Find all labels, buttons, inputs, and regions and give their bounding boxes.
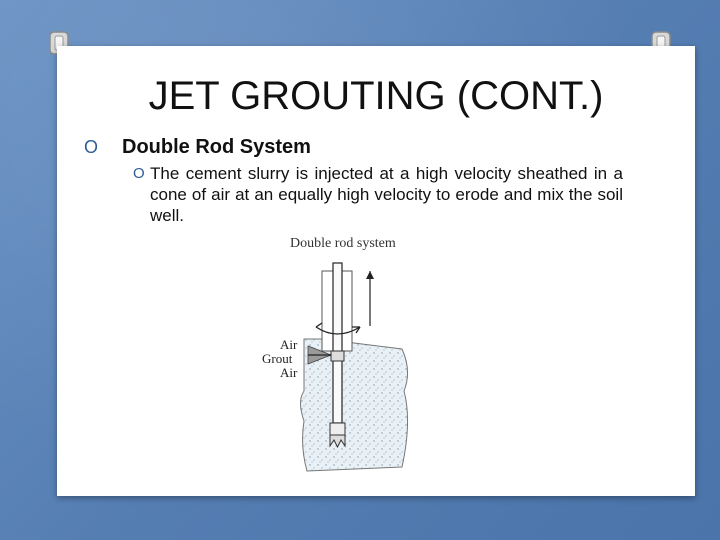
sub-bullet-text: The cement slurry is injected at a high velocity sheathed in a cone of air at an equally high velocity to erode and mix the soil well. (150, 164, 623, 225)
label-grout: Grout (262, 351, 293, 366)
sub-bullet-marker-icon: O (133, 165, 145, 182)
figure-title: Double rod system (290, 236, 396, 251)
bullet-marker-icon: O (84, 137, 99, 157)
bullet-item (84, 136, 664, 159)
drill-rod (333, 263, 342, 423)
slide-title: JET GROUTING (CONT.) (148, 74, 604, 118)
double-rod-diagram (252, 231, 450, 487)
bullet-text: Double Rod System (122, 136, 311, 158)
label-air-top: Air (280, 337, 298, 352)
sub-bullet-item (133, 163, 623, 226)
slide-card (57, 46, 695, 496)
label-air-bottom: Air (280, 365, 298, 380)
soil-column (301, 291, 408, 471)
